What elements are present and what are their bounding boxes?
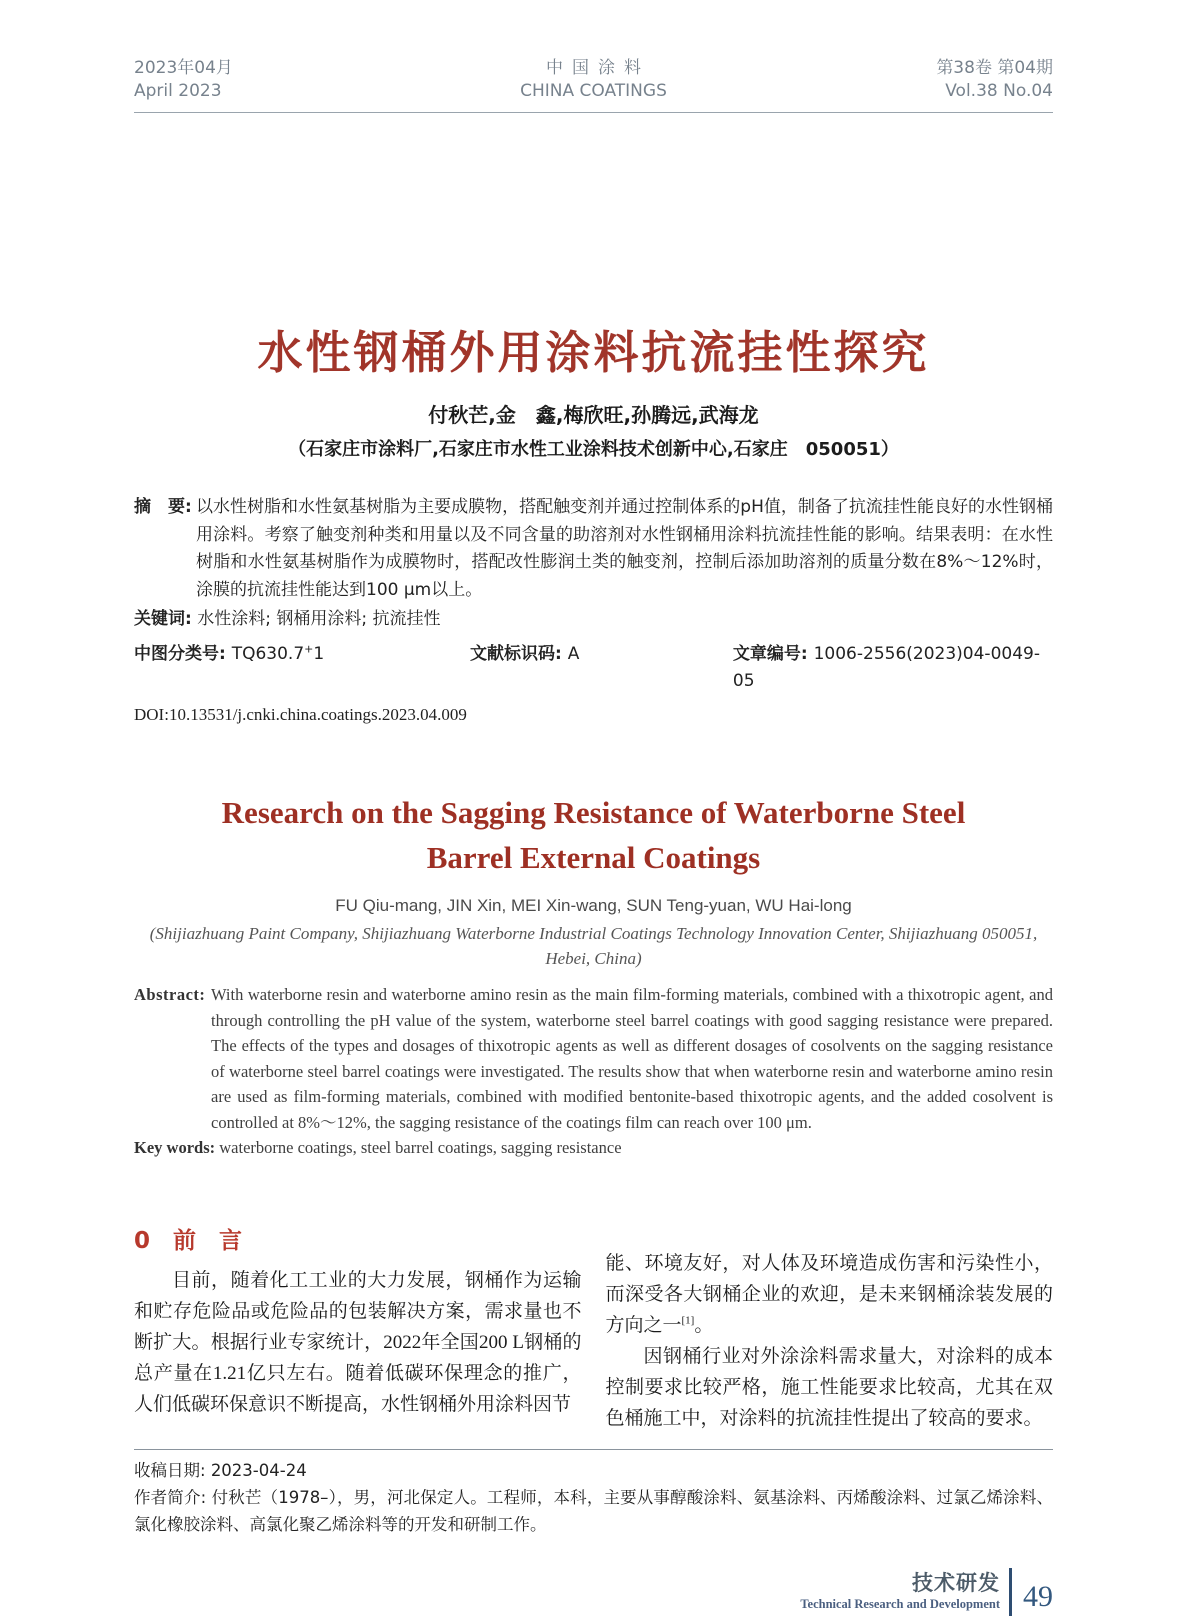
article-title-en xyxy=(134,790,1053,880)
classification-row xyxy=(134,641,1053,696)
body-column-left xyxy=(134,1226,582,1434)
author-bio-text: 付秋芒（1978–），男，河北保定人。工程师，本科，主要从事醇酸涂料、氨基涂料、丙烯酸涂料、过氯乙烯涂料、氯化橡胶涂料、高氯化聚乙烯涂料等的开发和研制工作。 xyxy=(134,1488,1053,1534)
clc-number xyxy=(134,641,470,696)
keywords-zh-label: 关键词: xyxy=(134,609,192,629)
article-body xyxy=(134,1226,1053,1434)
keywords-zh-text: 水性涂料; 钢桶用涂料; 抗流挂性 xyxy=(191,609,441,629)
article-title-zh: 水性钢桶外用涂料抗流挂性探究 xyxy=(257,326,930,379)
issue-date-en: April 2023 xyxy=(134,81,222,101)
abstract-zh xyxy=(134,494,1053,604)
received-date-label: 收稿日期: xyxy=(134,1461,211,1480)
column-section-name-en: Technical Research and Development xyxy=(800,1597,1000,1611)
body-column-right xyxy=(606,1226,1054,1434)
author-bio-line xyxy=(134,1484,1053,1538)
issue-date-zh: 2023年04月 xyxy=(134,58,233,78)
authors-en: FU Qiu-mang, JIN Xin, MEI Xin-wang, SUN Teng-yuan, WU Hai-long xyxy=(335,896,852,915)
abstract-zh-text: 以水性树脂和水性氨基树脂为主要成膜物，搭配触变剂并通过控制体系的pH值，制备了抗流挂性能良好的水性钢桶用涂料。考察了触变剂种类和用量以及不同含量的助溶剂对水性钢桶用涂料抗流挂性能的影响。结果表明：在水性树脂和水性氨基树脂作为成膜物时，搭配改性膨润土类的触变剂，控制后添加助溶剂的质量分数在8%～12%时，涂膜的抗流挂性能达到100 μm以上。 xyxy=(196,497,1053,600)
author-bio-label: 作者简介: xyxy=(134,1488,212,1507)
body-paragraph-2: 因钢桶行业对外涂涂料需求量大，对涂料的成本控制要求比较严格，施工性能要求比较高，尤其在双色桶施工中，对涂料的抗流挂性提出了较高的要求。 xyxy=(605,1346,1053,1429)
chinese-meta-block xyxy=(134,494,1053,728)
citation-ref-1: [1] xyxy=(681,1314,695,1327)
doi: DOI:10.13531/j.cnki.china.coatings.2023.04.009 xyxy=(134,704,467,724)
document-code-value: A xyxy=(567,643,580,664)
affiliation-zh: （石家庄市涂料厂,石家庄市水性工业涂料技术创新中心,石家庄 050051） xyxy=(288,439,899,460)
abstract-zh-label: 摘 要: xyxy=(134,497,192,517)
received-date-value: 2023-04-24 xyxy=(210,1461,307,1480)
clc-superscript: + xyxy=(304,641,314,655)
journal-name-zh: 中国涂料 xyxy=(545,58,650,78)
clc-label: 中图分类号: xyxy=(134,643,232,664)
article-id-value: 1006-2556(2023)04-0049-05 xyxy=(732,643,1040,691)
page-footer xyxy=(134,1568,1053,1616)
footnotes xyxy=(134,1450,1053,1538)
document-code-label: 文献标识码: xyxy=(469,643,568,664)
volume-issue-en: Vol.38 No.04 xyxy=(945,81,1053,101)
page-content xyxy=(134,0,1053,1616)
issue-date xyxy=(134,57,437,103)
article-title-en-line1: Research on the Sagging Resistance of Waterborne Steel xyxy=(221,795,966,830)
authors-zh: 付秋芒,金 鑫,梅欣旺,孙腾远,武海龙 xyxy=(428,403,759,427)
abstract-en-text: With waterborne resin and waterborne amino resin as the main film-forming materials, combined with a thixotropic agent, and through controlling the pH value of the system, waterborne steel barrel coatings with good sagging resistance were prepared. The effects of the types and dosages of thixotropic agents as well as different dosages of cosolvents on the sagging resistance of waterborne steel barrel coatings were investigated. The results show that when waterborne resin and waterborne amino resin are used as film-forming materials, combined with modified bentonite-based thixotropic agents, and the added cosolvent is controlled at 8%～12%, the sagging resistance of the coatings film can reach over 100 μm. xyxy=(211,985,1053,1132)
body-paragraph-1: 目前，随着化工工业的大力发展，钢桶作为运输和贮存危险品或危险品的包装解决方案，需求量也不断扩大。根据行业专家统计，2022年全国200 L钢桶的总产量在1.21亿只左右。随着低碳环保理念的推广，人们低碳环保意识不断提高，水性钢桶外用涂料因节 xyxy=(134,1270,582,1415)
abstract-en xyxy=(134,982,1053,1135)
document-code xyxy=(470,641,733,696)
column-section-name xyxy=(800,1571,1009,1613)
clc-value: TQ630.7 xyxy=(231,643,305,664)
journal-name xyxy=(442,57,745,103)
article-title-en-line2: Barrel External Coatings xyxy=(426,840,761,875)
keywords-zh xyxy=(134,606,1053,634)
keywords-en-label: Key words: xyxy=(134,1138,216,1157)
clc-tail: 1 xyxy=(313,643,325,664)
page-number: 49 xyxy=(1023,1580,1053,1613)
received-date-line xyxy=(134,1457,1053,1484)
article-id-label: 文章编号: xyxy=(732,643,814,664)
volume-issue-zh: 第38卷 第04期 xyxy=(936,58,1053,78)
column-section-name-zh: 技术研发 xyxy=(912,1571,1000,1595)
keywords-en xyxy=(134,1138,1053,1158)
keywords-en-text: waterborne coatings, steel barrel coatings, sagging resistance xyxy=(215,1138,622,1157)
article-id xyxy=(733,641,1053,696)
body-paragraph-1-continued xyxy=(606,1248,1054,1341)
body-paragraph-1-end: 。 xyxy=(694,1315,714,1336)
abstract-en-label: Abstract: xyxy=(134,985,206,1004)
section-heading-preface: 0 前 言 xyxy=(134,1228,243,1254)
affiliation-en: (Shijiazhuang Paint Company, Shijiazhuang Waterborne Industrial Coatings Technology Innovation Center, Shijiazhuang 050051, Hebei, China) xyxy=(149,924,1038,968)
body-paragraph-1-continuation-text: 能、环境友好，对人体及环境造成伤害和污染性小，而深受各大钢桶企业的欢迎，是未来钢桶涂装发展的方向之一 xyxy=(605,1253,1053,1336)
journal-name-en: CHINA COATINGS xyxy=(520,81,667,101)
journal-running-head xyxy=(134,0,1053,113)
volume-issue xyxy=(750,57,1053,103)
